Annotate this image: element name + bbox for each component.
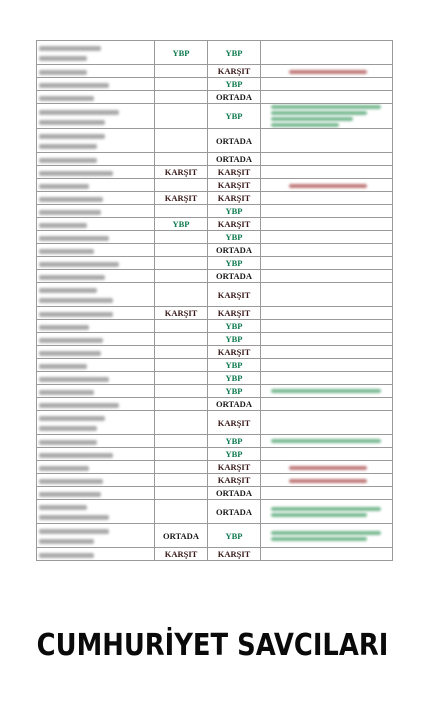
redacted-note-cell <box>261 192 393 205</box>
blurred-name-text <box>39 249 94 254</box>
stance-cell-1 <box>155 474 208 487</box>
redacted-note-cell <box>261 244 393 257</box>
blurred-note-text <box>289 184 367 188</box>
table-row <box>37 244 393 257</box>
redacted-note-cell <box>261 435 393 448</box>
table-row <box>37 283 393 307</box>
table-row <box>37 205 393 218</box>
redacted-name-cell <box>37 448 155 461</box>
stance-cell-2: ORTADA <box>208 398 261 411</box>
redacted-name-cell <box>37 524 155 548</box>
blurred-name-text <box>39 110 119 115</box>
blurred-name-text <box>39 120 105 125</box>
blurred-name-text <box>39 171 113 176</box>
blurred-name-text <box>39 210 101 215</box>
redacted-note-cell <box>261 41 393 65</box>
table-row <box>37 487 393 500</box>
stance-cell-1 <box>155 333 208 346</box>
redacted-note-cell <box>261 283 393 307</box>
stance-cell-1 <box>155 283 208 307</box>
redacted-note-cell <box>261 65 393 78</box>
redacted-note-cell <box>261 448 393 461</box>
redacted-note-cell <box>261 411 393 435</box>
table-row <box>37 474 393 487</box>
redacted-name-cell <box>37 333 155 346</box>
redacted-note-cell <box>261 548 393 561</box>
blurred-note-text <box>271 123 339 127</box>
stance-cell-2: KARŞIT <box>208 65 261 78</box>
redacted-note-cell <box>261 153 393 166</box>
stance-cell-2: YBP <box>208 320 261 333</box>
redacted-name-cell <box>37 65 155 78</box>
caption-title: CUMHURİYET SAVCILARI <box>36 628 389 663</box>
table-row <box>37 231 393 244</box>
table-row <box>37 333 393 346</box>
stance-cell-1: KARŞIT <box>155 192 208 205</box>
redacted-name-cell <box>37 500 155 524</box>
blurred-name-text <box>39 96 94 101</box>
blurred-name-text <box>39 440 97 445</box>
stance-cell-2: KARŞIT <box>208 461 261 474</box>
table-row <box>37 179 393 192</box>
blurred-name-text <box>39 134 105 139</box>
table-row <box>37 218 393 231</box>
stance-cell-1 <box>155 231 208 244</box>
stance-cell-2: ORTADA <box>208 129 261 153</box>
blurred-name-text <box>39 416 105 421</box>
blurred-name-text <box>39 403 119 408</box>
blurred-name-text <box>39 236 109 241</box>
blurred-note-text <box>271 531 381 535</box>
redacted-name-cell <box>37 257 155 270</box>
redacted-name-cell <box>37 435 155 448</box>
table-row <box>37 411 393 435</box>
stance-cell-2: ORTADA <box>208 244 261 257</box>
stance-cell-1 <box>155 461 208 474</box>
table-row <box>37 41 393 65</box>
stance-cell-1 <box>155 320 208 333</box>
stance-cell-2: KARŞIT <box>208 474 261 487</box>
stance-cell-1 <box>155 385 208 398</box>
stance-cell-2: YBP <box>208 257 261 270</box>
blurred-name-text <box>39 312 113 317</box>
table-row <box>37 346 393 359</box>
redacted-note-cell <box>261 270 393 283</box>
table-row <box>37 166 393 179</box>
blurred-name-text <box>39 197 103 202</box>
redacted-note-cell <box>261 398 393 411</box>
redacted-name-cell <box>37 359 155 372</box>
redacted-note-cell <box>261 179 393 192</box>
redacted-note-cell <box>261 205 393 218</box>
stance-cell-2: YBP <box>208 205 261 218</box>
blurred-note-text <box>271 439 381 443</box>
table-row <box>37 398 393 411</box>
stance-cell-2: KARŞIT <box>208 307 261 320</box>
table-row <box>37 153 393 166</box>
stance-cell-1: KARŞIT <box>155 548 208 561</box>
table-row <box>37 307 393 320</box>
stance-cell-1 <box>155 487 208 500</box>
table-row <box>37 270 393 283</box>
blurred-note-text <box>271 507 381 511</box>
stance-cell-2: YBP <box>208 78 261 91</box>
redacted-note-cell <box>261 91 393 104</box>
redacted-note-cell <box>261 218 393 231</box>
redacted-note-cell <box>261 474 393 487</box>
blurred-name-text <box>39 325 89 330</box>
stance-cell-2: YBP <box>208 385 261 398</box>
stance-cell-2: KARŞIT <box>208 192 261 205</box>
redacted-note-cell <box>261 385 393 398</box>
stance-cell-2: YBP <box>208 333 261 346</box>
stance-cell-2: ORTADA <box>208 500 261 524</box>
blurred-note-text <box>271 105 381 109</box>
blurred-note-text <box>271 389 381 393</box>
redacted-name-cell <box>37 372 155 385</box>
blurred-name-text <box>39 479 103 484</box>
redacted-name-cell <box>37 41 155 65</box>
table-row <box>37 435 393 448</box>
stance-cell-2: YBP <box>208 448 261 461</box>
redacted-note-cell <box>261 129 393 153</box>
blurred-name-text <box>39 515 109 520</box>
stance-cell-1 <box>155 346 208 359</box>
redacted-note-cell <box>261 346 393 359</box>
stance-cell-1 <box>155 398 208 411</box>
stance-cell-1 <box>155 244 208 257</box>
redacted-note-cell <box>261 166 393 179</box>
redacted-name-cell <box>37 192 155 205</box>
stance-cell-1 <box>155 179 208 192</box>
redacted-name-cell <box>37 78 155 91</box>
stance-cell-1: KARŞIT <box>155 307 208 320</box>
stance-cell-1 <box>155 372 208 385</box>
redacted-note-cell <box>261 78 393 91</box>
redacted-name-cell <box>37 218 155 231</box>
blurred-note-text <box>289 479 367 483</box>
stance-cell-2: KARŞIT <box>208 218 261 231</box>
table-row <box>37 257 393 270</box>
blurred-table-image <box>36 40 392 561</box>
stance-cell-1 <box>155 411 208 435</box>
stance-cell-2: ORTADA <box>208 270 261 283</box>
redacted-name-cell <box>37 104 155 129</box>
blurred-name-text <box>39 46 101 51</box>
blurred-name-text <box>39 288 97 293</box>
blurred-name-text <box>39 492 101 497</box>
blurred-name-text <box>39 351 101 356</box>
stance-cell-2: ORTADA <box>208 487 261 500</box>
stance-cell-2: YBP <box>208 41 261 65</box>
table-row <box>37 500 393 524</box>
blurred-note-text <box>271 117 353 121</box>
table-row <box>37 548 393 561</box>
stance-cell-2: YBP <box>208 231 261 244</box>
redacted-name-cell <box>37 205 155 218</box>
stance-cell-2: KARŞIT <box>208 548 261 561</box>
table-row <box>37 359 393 372</box>
stance-cell-1 <box>155 129 208 153</box>
blurred-name-text <box>39 262 119 267</box>
redacted-note-cell <box>261 524 393 548</box>
stance-cell-1 <box>155 78 208 91</box>
stance-cell-1: KARŞIT <box>155 166 208 179</box>
blurred-name-text <box>39 144 97 149</box>
stance-cell-1 <box>155 500 208 524</box>
redacted-note-cell <box>261 487 393 500</box>
redacted-name-cell <box>37 307 155 320</box>
stance-cell-1: ORTADA <box>155 524 208 548</box>
table-row <box>37 320 393 333</box>
blurred-name-text <box>39 466 89 471</box>
redacted-name-cell <box>37 461 155 474</box>
blurred-name-text <box>39 56 87 61</box>
stance-cell-2: ORTADA <box>208 153 261 166</box>
stance-cell-1 <box>155 257 208 270</box>
table-row <box>37 385 393 398</box>
blurred-name-text <box>39 184 89 189</box>
redacted-name-cell <box>37 320 155 333</box>
redacted-name-cell <box>37 91 155 104</box>
redacted-name-cell <box>37 346 155 359</box>
stance-cell-2: YBP <box>208 435 261 448</box>
blurred-name-text <box>39 298 113 303</box>
stance-cell-1 <box>155 270 208 283</box>
stance-cell-2: YBP <box>208 372 261 385</box>
blurred-name-text <box>39 364 87 369</box>
blurred-name-text <box>39 529 109 534</box>
table-row <box>37 91 393 104</box>
stance-cell-1 <box>155 65 208 78</box>
redacted-name-cell <box>37 153 155 166</box>
redacted-name-cell <box>37 179 155 192</box>
table-row <box>37 65 393 78</box>
blurred-name-text <box>39 70 87 75</box>
redacted-name-cell <box>37 244 155 257</box>
table-body <box>37 41 393 561</box>
redacted-note-cell <box>261 307 393 320</box>
blurred-name-text <box>39 390 94 395</box>
blurred-name-text <box>39 505 87 510</box>
blurred-note-text <box>271 513 367 517</box>
blurred-name-text <box>39 83 109 88</box>
blurred-name-text <box>39 553 94 558</box>
prosecutors-table <box>36 40 393 561</box>
blurred-name-text <box>39 223 87 228</box>
stance-cell-2: KARŞIT <box>208 166 261 179</box>
redacted-name-cell <box>37 548 155 561</box>
redacted-note-cell <box>261 333 393 346</box>
redacted-name-cell <box>37 385 155 398</box>
table-row <box>37 524 393 548</box>
table-row <box>37 104 393 129</box>
redacted-name-cell <box>37 398 155 411</box>
table-row <box>37 461 393 474</box>
table-row <box>37 192 393 205</box>
blurred-name-text <box>39 275 105 280</box>
table-row <box>37 372 393 385</box>
stance-cell-2: YBP <box>208 524 261 548</box>
redacted-note-cell <box>261 500 393 524</box>
redacted-note-cell <box>261 104 393 129</box>
blurred-note-text <box>289 70 367 74</box>
redacted-name-cell <box>37 487 155 500</box>
table-row <box>37 129 393 153</box>
stance-cell-1 <box>155 448 208 461</box>
stance-cell-2: KARŞIT <box>208 179 261 192</box>
redacted-name-cell <box>37 129 155 153</box>
blurred-name-text <box>39 453 113 458</box>
table-row <box>37 448 393 461</box>
blurred-name-text <box>39 158 97 163</box>
stance-cell-2: KARŞIT <box>208 283 261 307</box>
blurred-name-text <box>39 539 94 544</box>
stance-cell-1 <box>155 91 208 104</box>
table-row <box>37 78 393 91</box>
redacted-note-cell <box>261 372 393 385</box>
redacted-name-cell <box>37 231 155 244</box>
stance-cell-1 <box>155 435 208 448</box>
blurred-note-text <box>271 537 367 541</box>
blurred-name-text <box>39 426 97 431</box>
blurred-name-text <box>39 377 109 382</box>
redacted-name-cell <box>37 474 155 487</box>
redacted-note-cell <box>261 359 393 372</box>
redacted-note-cell <box>261 461 393 474</box>
redacted-note-cell <box>261 231 393 244</box>
stance-cell-2: ORTADA <box>208 91 261 104</box>
stance-cell-1: YBP <box>155 218 208 231</box>
redacted-name-cell <box>37 283 155 307</box>
redacted-name-cell <box>37 270 155 283</box>
stance-cell-1: YBP <box>155 41 208 65</box>
stance-cell-2: KARŞIT <box>208 346 261 359</box>
blurred-note-text <box>271 111 367 115</box>
stance-cell-2: YBP <box>208 359 261 372</box>
redacted-name-cell <box>37 411 155 435</box>
redacted-note-cell <box>261 257 393 270</box>
blurred-note-text <box>289 466 367 470</box>
stance-cell-1 <box>155 359 208 372</box>
stance-cell-1 <box>155 104 208 129</box>
redacted-name-cell <box>37 166 155 179</box>
stance-cell-1 <box>155 205 208 218</box>
stance-cell-2: KARŞIT <box>208 411 261 435</box>
blurred-name-text <box>39 338 103 343</box>
stance-cell-1 <box>155 153 208 166</box>
stance-cell-2: YBP <box>208 104 261 129</box>
redacted-note-cell <box>261 320 393 333</box>
